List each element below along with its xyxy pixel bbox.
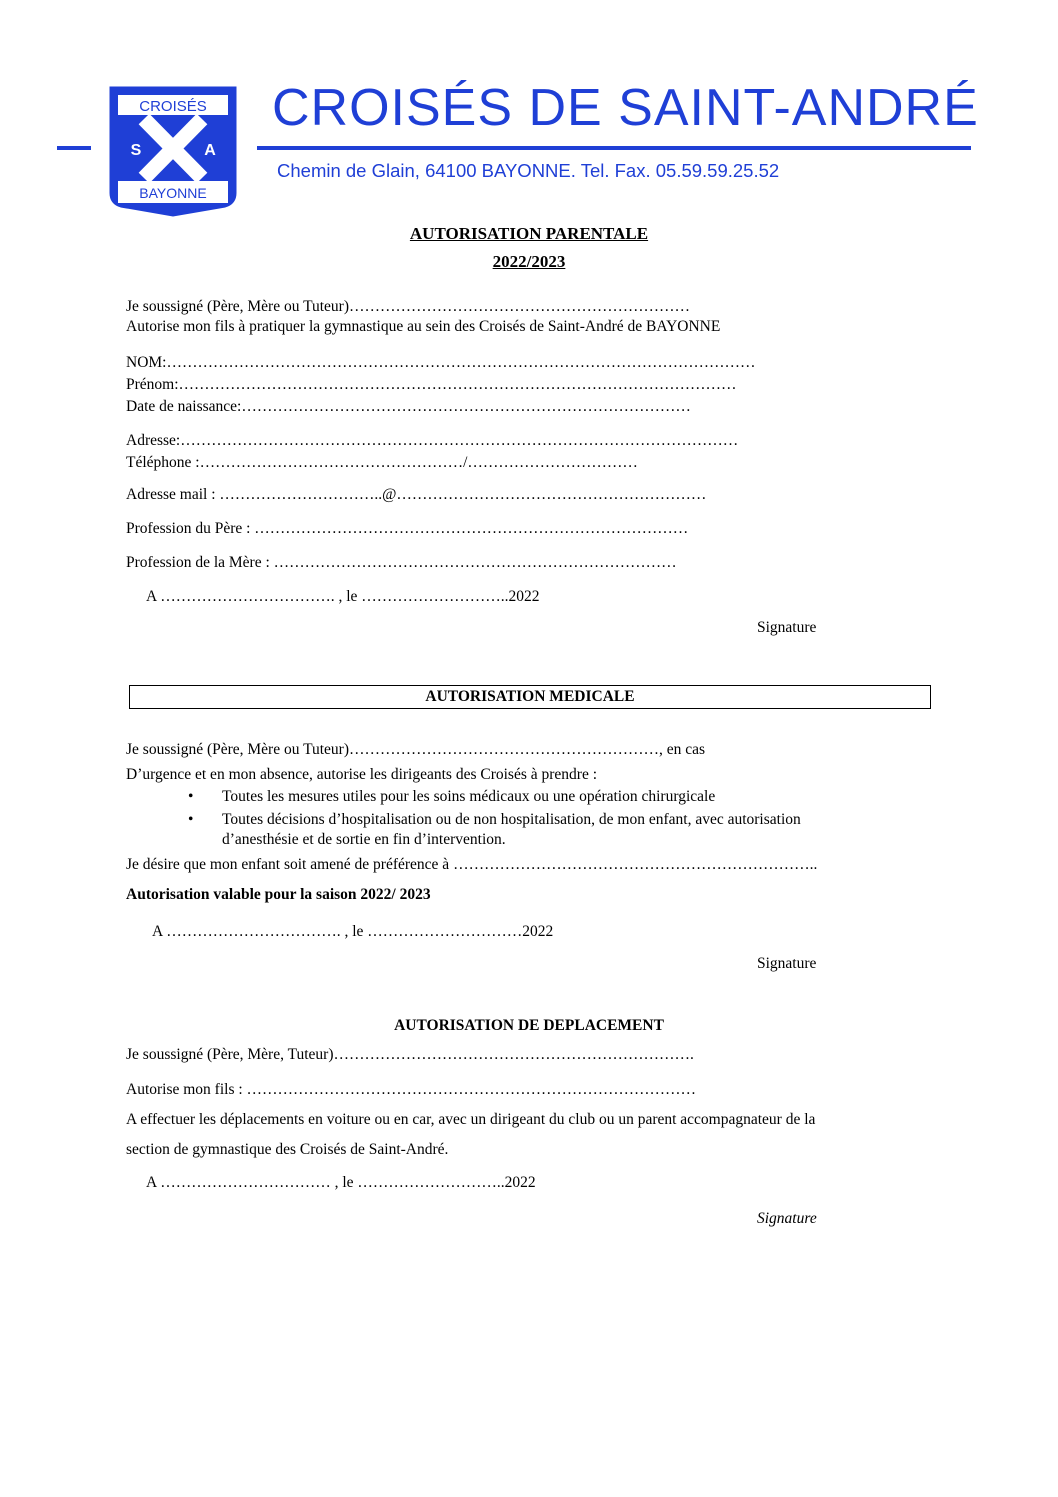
- medical-validity: Autorisation valable pour la saison 2022/ 2023: [126, 886, 431, 903]
- travel-description-line: A effectuer les déplacements en voiture ou en car, avec un dirigeant du club ou un parent accompagnateur de la: [126, 1111, 816, 1128]
- club-address: Chemin de Glain, 64100 BAYONNE. Tel. Fax. 05.59.59.25.52: [277, 160, 780, 181]
- medical-urgency-line: D’urgence et en mon absence, autorise les dirigeants des Croisés à prendre :: [126, 766, 598, 783]
- travel-place-date: A …………………………… , le ………………………..2022: [146, 1174, 536, 1191]
- medical-preference-line: Je désire que mon enfant soit amené de préférence à ……………………………………………………………..: [126, 856, 818, 873]
- header-rule: [257, 146, 971, 150]
- field-adresse-mail: Adresse mail : …………………………..@……………………………………………………: [126, 486, 707, 503]
- logo-top-text: CROISÉS: [139, 98, 207, 115]
- field-telephone: Téléphone :……………………………………………/……………………………: [126, 454, 638, 471]
- parental-season: 2022/2023: [492, 252, 566, 271]
- logo-letter-s: S: [130, 142, 142, 159]
- medical-signature: Signature: [757, 955, 817, 972]
- field-nom: NOM:……………………………………………………………………………………………………: [126, 354, 756, 371]
- medical-place-date: A ……………………………. , le …………………………2022: [152, 923, 554, 940]
- field-adresse: Adresse:………………………………………………………………………………………………: [126, 432, 739, 449]
- parental-undersigned-line: Je soussigné (Père, Mère ou Tuteur)…………………………………………………………: [126, 298, 691, 315]
- medical-bullet-1: Toutes les mesures utiles pour les soins médicaux ou une opération chirurgicale: [222, 788, 716, 805]
- club-name: CROISÉS DE SAINT-ANDRÉ: [272, 79, 979, 137]
- field-prenom: Prénom:………………………………………………………………………………………………: [126, 376, 737, 393]
- field-profession-mere: Profession de la Mère : ……………………………………………………………………: [126, 554, 677, 571]
- medical-bullet-2-continued: d’anesthésie et de sortie en fin d’intervention.: [222, 831, 506, 848]
- travel-authorise-line: Autorise mon fils : ……………………………………………………………………………: [126, 1081, 697, 1098]
- logo-letter-a: A: [204, 142, 216, 159]
- parental-authorise-line: Autorise mon fils à pratiquer la gymnastique au sein des Croisés de Saint-André de BAYONNE: [126, 318, 721, 335]
- logo-bottom-text: BAYONNE: [139, 185, 207, 201]
- field-profession-pere: Profession du Père : …………………………………………………………………………: [126, 520, 689, 537]
- travel-description-line-2: section de gymnastique des Croisés de Saint-André.: [126, 1141, 449, 1158]
- header-left-rule: [57, 146, 91, 150]
- travel-title: AUTORISATION DE DEPLACEMENT: [394, 1017, 664, 1034]
- parental-title: AUTORISATION PARENTALE: [409, 224, 649, 243]
- bullet-marker: •: [188, 788, 194, 805]
- medical-bullet-2: Toutes décisions d’hospitalisation ou de non hospitalisation, de mon enfant, avec autorisation: [222, 811, 801, 828]
- medical-title: AUTORISATION MEDICALE: [425, 688, 635, 705]
- medical-undersigned-line: Je soussigné (Père, Mère ou Tuteur)……………………………………………………, en cas: [126, 741, 706, 758]
- medical-title-box: [129, 685, 931, 709]
- travel-undersigned-line: Je soussigné (Père, Mère, Tuteur)…………………………………………………………….: [126, 1046, 694, 1063]
- travel-signature: Signature: [757, 1210, 817, 1227]
- field-date-naissance: Date de naissance:……………………………………………………………………………: [126, 398, 691, 415]
- parental-signature: Signature: [757, 619, 817, 636]
- bullet-marker: •: [188, 811, 194, 828]
- parental-place-date: A ……………………………. , le ………………………..2022: [146, 588, 540, 605]
- club-logo: [108, 85, 238, 217]
